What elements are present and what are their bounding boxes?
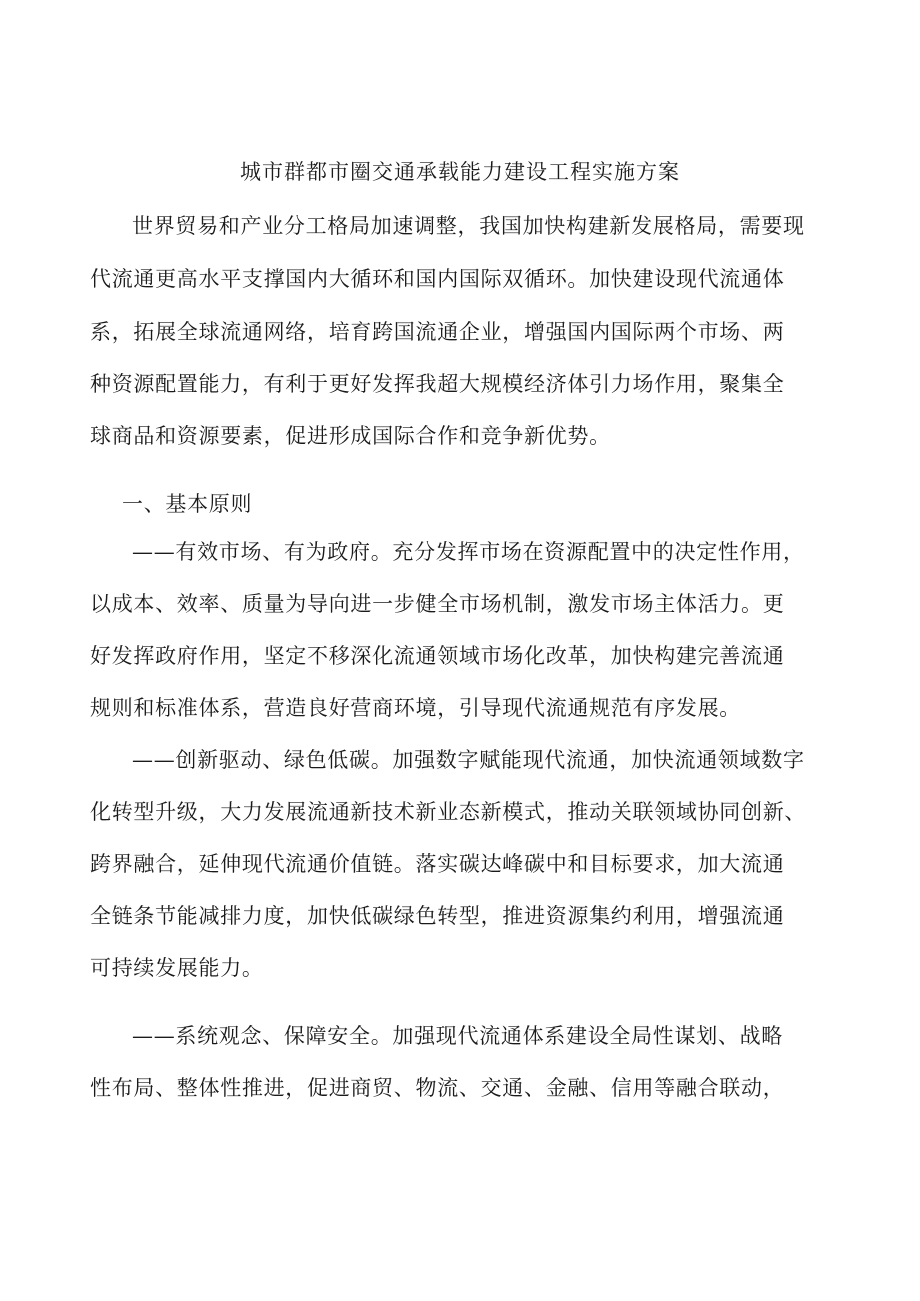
principle-line: ——系统观念、保障安全。加强现代流通体系建设全局性谋划、战略 — [132, 1024, 783, 1048]
principle-line: 性布局、整体性推进，促进商贸、物流、交通、金融、信用等融合联动， — [90, 1076, 785, 1100]
intro-line: 球商品和资源要素，促进形成国际合作和竞争新优势。 — [90, 424, 611, 448]
document-title: 城市群都市圈交通承载能力建设工程实施方案 — [240, 160, 680, 184]
intro-line: 种资源配置能力，有利于更好发挥我超大规模经济体引力场作用，聚集全 — [90, 372, 785, 396]
intro-line: 系，拓展全球流通网络，培育跨国流通企业，增强国内国际两个市场、两 — [90, 320, 785, 344]
principle-line: ——创新驱动、绿色低碳。加强数字赋能现代流通，加快流通领域数字 — [132, 748, 805, 772]
principle-line: 规则和标准体系，营造良好营商环境，引导现代流通规范有序发展。 — [90, 696, 741, 720]
principle-line: ——有效市场、有为政府。充分发挥市场在资源配置中的决定性作用， — [132, 540, 805, 564]
principle-line: 可持续发展能力。 — [90, 956, 264, 980]
intro-line: 世界贸易和产业分工格局加速调整，我国加快构建新发展格局，需要现 — [132, 214, 805, 238]
principle-line: 以成本、效率、质量为导向进一步健全市场机制，激发市场主体活力。更 — [90, 592, 785, 616]
section-heading: 一、基本原则 — [122, 492, 253, 516]
principle-line: 好发挥政府作用，坚定不移深化流通领域市场化改革，加快构建完善流通 — [90, 644, 785, 668]
principle-line: 化转型升级，大力发展流通新技术新业态新模式，推动关联领域协同创新、 — [90, 800, 807, 824]
principle-line: 全链条节能减排力度，加快低碳绿色转型，推进资源集约利用，增强流通 — [90, 904, 785, 928]
principle-line: 跨界融合，延伸现代流通价值链。落实碳达峰碳中和目标要求，加大流通 — [90, 852, 785, 876]
intro-line: 代流通更高水平支撑国内大循环和国内国际双循环。加快建设现代流通体 — [90, 267, 785, 291]
